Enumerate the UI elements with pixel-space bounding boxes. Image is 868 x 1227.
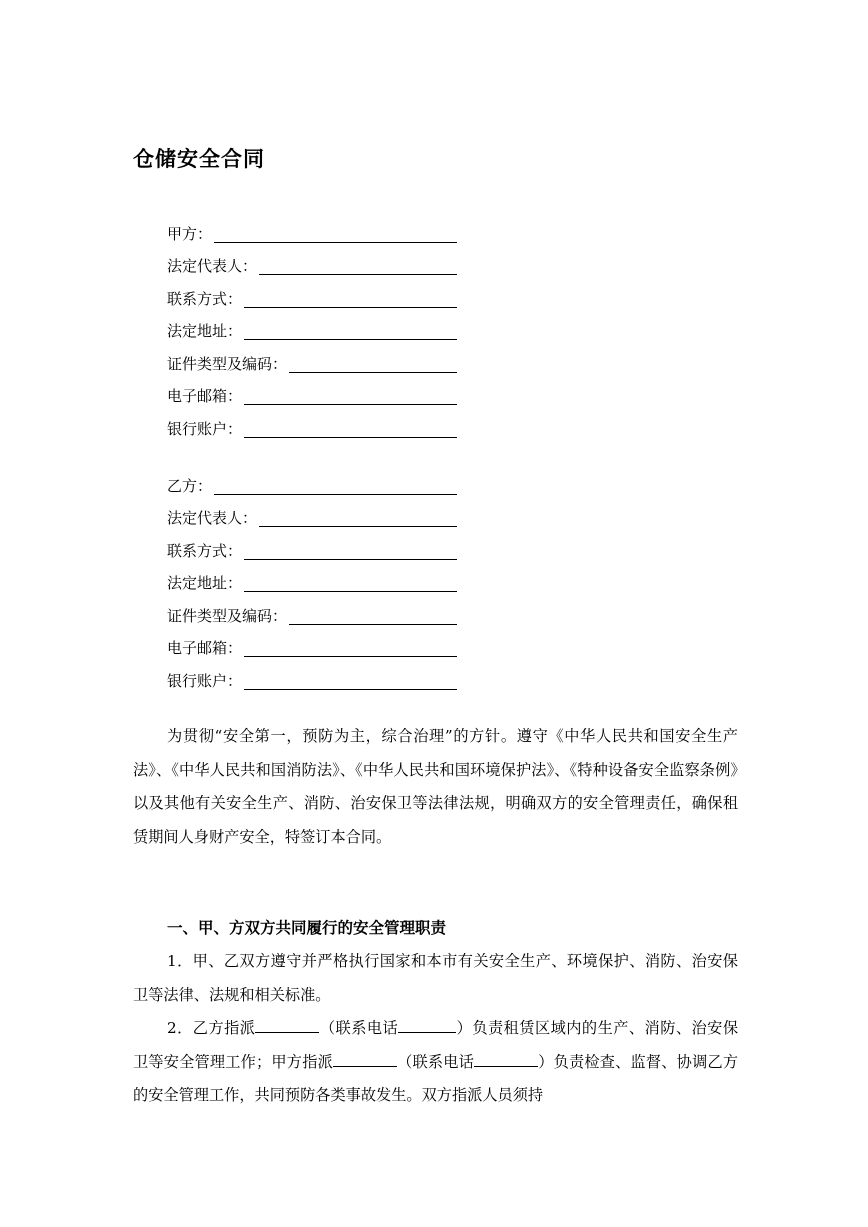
party-a-bank-field: 银行账户： xyxy=(167,409,457,442)
party-a-address-field: 法定地址： xyxy=(167,312,457,345)
section-1-body xyxy=(133,945,738,1113)
party-b-legal-rep-field: 法定代表人： xyxy=(167,499,457,532)
document-title: 仓储安全合同 xyxy=(133,146,265,171)
party-b-address-field: 法定地址： xyxy=(167,564,457,597)
party-b-bank-field: 银行账户： xyxy=(167,661,457,694)
preamble-paragraph: 为贯彻“安全第一，预防为主，综合治理”的方针。遵守《中华人民共和国安全生产法》、《中华人民共和国消防法》、《中华人民共和国环境保护法》、《特种设备安全监察条例》以及其他有关安全生产、消防、治安保卫等法律法规，明确双方的安全管理责任，确保租赁期间人身财产安全，特签订本合同。 xyxy=(133,727,738,846)
party-b-name-field: 乙方： xyxy=(167,466,457,499)
party-a-email-field: 电子邮箱： xyxy=(167,377,457,410)
blank-line xyxy=(398,1015,456,1033)
blank-line xyxy=(474,1049,538,1067)
preamble-block xyxy=(133,720,738,854)
party-b-id-field: 证件类型及编码： xyxy=(167,596,457,629)
blank-line xyxy=(244,591,457,592)
blank-line xyxy=(244,689,457,690)
blank-line xyxy=(214,242,457,243)
party-a-legal-rep-field: 法定代表人： xyxy=(167,247,457,280)
clause-2-paragraph: 2．乙方指派 （联系电话 ）负责租赁区域内的生产、消防、治安保卫等安全管理工作；甲方指派 （联系电话 ）负责检查、监督、协调乙方的安全管理工作，共同预防各类事故发生。双方指派人员须持 xyxy=(133,1012,738,1113)
party-a-name-field: 甲方： xyxy=(167,214,457,247)
blank-line xyxy=(244,656,457,657)
blank-line xyxy=(244,404,457,405)
party-a-contact-field: 联系方式： xyxy=(167,279,457,312)
party-b-fields xyxy=(167,466,457,694)
party-b-contact-field: 联系方式： xyxy=(167,531,457,564)
blank-line xyxy=(289,372,457,373)
blank-line xyxy=(289,624,457,625)
blank-line xyxy=(259,274,457,275)
clause-1-paragraph: 1．甲、乙双方遵守并严格执行国家和本市有关安全生产、环境保护、消防、治安保卫等法律、法规和相关标准。 xyxy=(133,952,738,1004)
party-a-id-field: 证件类型及编码： xyxy=(167,344,457,377)
party-a-fields xyxy=(167,214,457,442)
blank-line xyxy=(244,437,457,438)
blank-line xyxy=(244,339,457,340)
section-1-heading: 一、甲、方双方共同履行的安全管理职责 xyxy=(167,918,447,937)
blank-line xyxy=(255,1015,319,1033)
blank-line xyxy=(259,526,457,527)
blank-line xyxy=(244,559,457,560)
blank-line xyxy=(244,307,457,308)
blank-line xyxy=(214,494,457,495)
party-b-email-field: 电子邮箱： xyxy=(167,629,457,662)
blank-line xyxy=(333,1049,397,1067)
